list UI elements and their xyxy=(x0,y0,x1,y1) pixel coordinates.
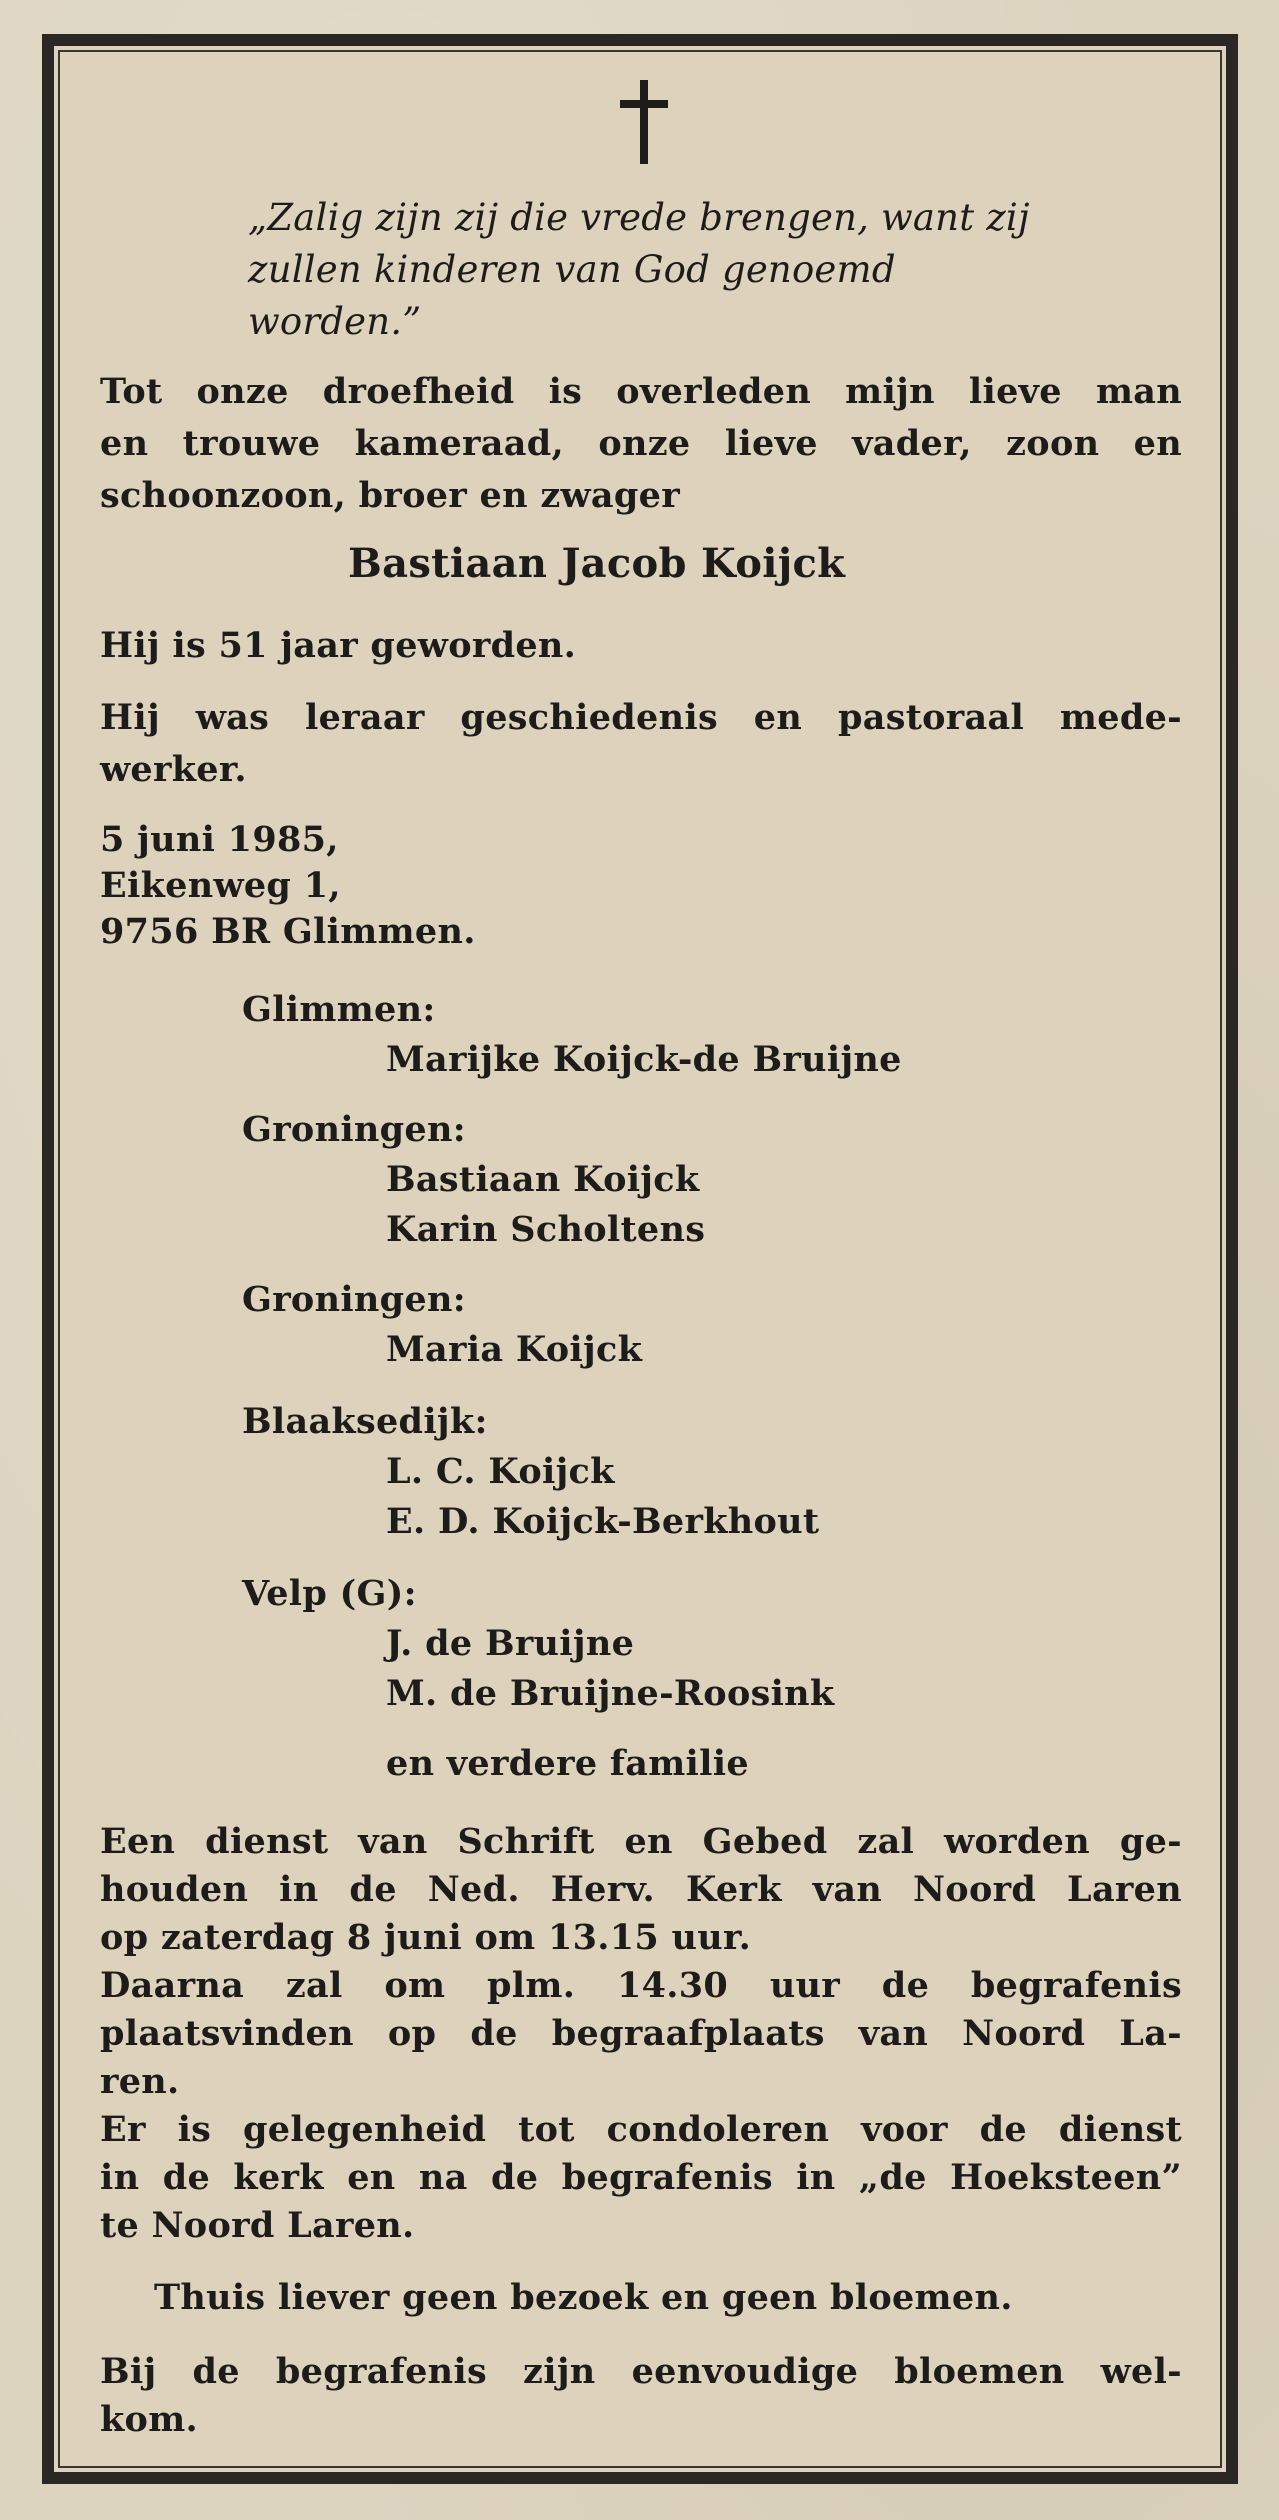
family-place-groningen-2: Groningen: xyxy=(242,1279,466,1320)
intro-line-1: Tot onze droefheid is overleden mijn lieve man xyxy=(100,371,1182,412)
family-place-blaaksedijk: Blaaksedijk: xyxy=(242,1401,488,1442)
service-line-8: in de kerk en na de begrafenis in „de Hoeksteen” xyxy=(100,2157,1182,2198)
family-extra: en verdere familie xyxy=(386,1743,749,1784)
quote-line-3: worden.” xyxy=(248,300,422,343)
flowers-line-2: kom. xyxy=(100,2399,199,2440)
cross-icon-horizontal xyxy=(620,100,668,108)
deceased-name: Bastiaan Jacob Koijck xyxy=(348,540,846,587)
occupation-line-2: werker. xyxy=(100,749,247,790)
family-member: J. de Bruijne xyxy=(386,1623,635,1664)
intro-line-3: schoonzoon, broer en zwager xyxy=(100,475,680,516)
flowers-line-1: Bij de begrafenis zijn eenvoudige bloemen wel- xyxy=(100,2351,1182,2392)
service-line-9: te Noord Laren. xyxy=(100,2205,415,2246)
family-member: Bastiaan Koijck xyxy=(386,1159,700,1200)
quote-line-2: zullen kinderen van God genoemd xyxy=(248,248,896,291)
occupation-line-1: Hij was leraar geschiedenis en pastoraal mede- xyxy=(100,697,1182,738)
family-member: E. D. Koijck-Berkhout xyxy=(386,1501,820,1542)
service-line-1: Een dienst van Schrift en Gebed zal worden ge- xyxy=(100,1821,1182,1862)
family-member: M. de Bruijne-Roosink xyxy=(386,1673,835,1714)
address-city: 9756 BR Glimmen. xyxy=(100,911,476,952)
age-line: Hij is 51 jaar geworden. xyxy=(100,625,577,666)
family-place-glimmen: Glimmen: xyxy=(242,989,436,1030)
cross-icon-vertical xyxy=(640,80,648,164)
cross-icon xyxy=(620,80,668,164)
address-street: Eikenweg 1, xyxy=(100,865,341,906)
notice-date: 5 juni 1985, xyxy=(100,819,339,860)
no-visits-line: Thuis liever geen bezoek en geen bloemen. xyxy=(154,2277,1013,2318)
service-line-7: Er is gelegenheid tot condoleren voor de dienst xyxy=(100,2109,1182,2150)
family-member: Maria Koijck xyxy=(386,1329,643,1370)
family-member: L. C. Koijck xyxy=(386,1451,615,1492)
service-line-2: houden in de Ned. Herv. Kerk van Noord Laren xyxy=(100,1869,1182,1910)
family-place-velp: Velp (G): xyxy=(242,1573,417,1614)
intro-line-2: en trouwe kameraad, onze lieve vader, zoon en xyxy=(100,423,1182,464)
service-line-4: Daarna zal om plm. 14.30 uur de begrafenis xyxy=(100,1965,1182,2006)
service-line-6: ren. xyxy=(100,2061,180,2102)
family-member: Karin Scholtens xyxy=(386,1209,706,1250)
service-line-3: op zaterdag 8 juni om 13.15 uur. xyxy=(100,1917,752,1958)
quote-line-1: „Zalig zijn zij die vrede brengen, want zij xyxy=(248,196,1030,239)
service-line-5: plaatsvinden op de begraafplaats van Noord La- xyxy=(100,2013,1182,2054)
family-member: Marijke Koijck-de Bruijne xyxy=(386,1039,902,1080)
family-place-groningen-1: Groningen: xyxy=(242,1109,466,1150)
